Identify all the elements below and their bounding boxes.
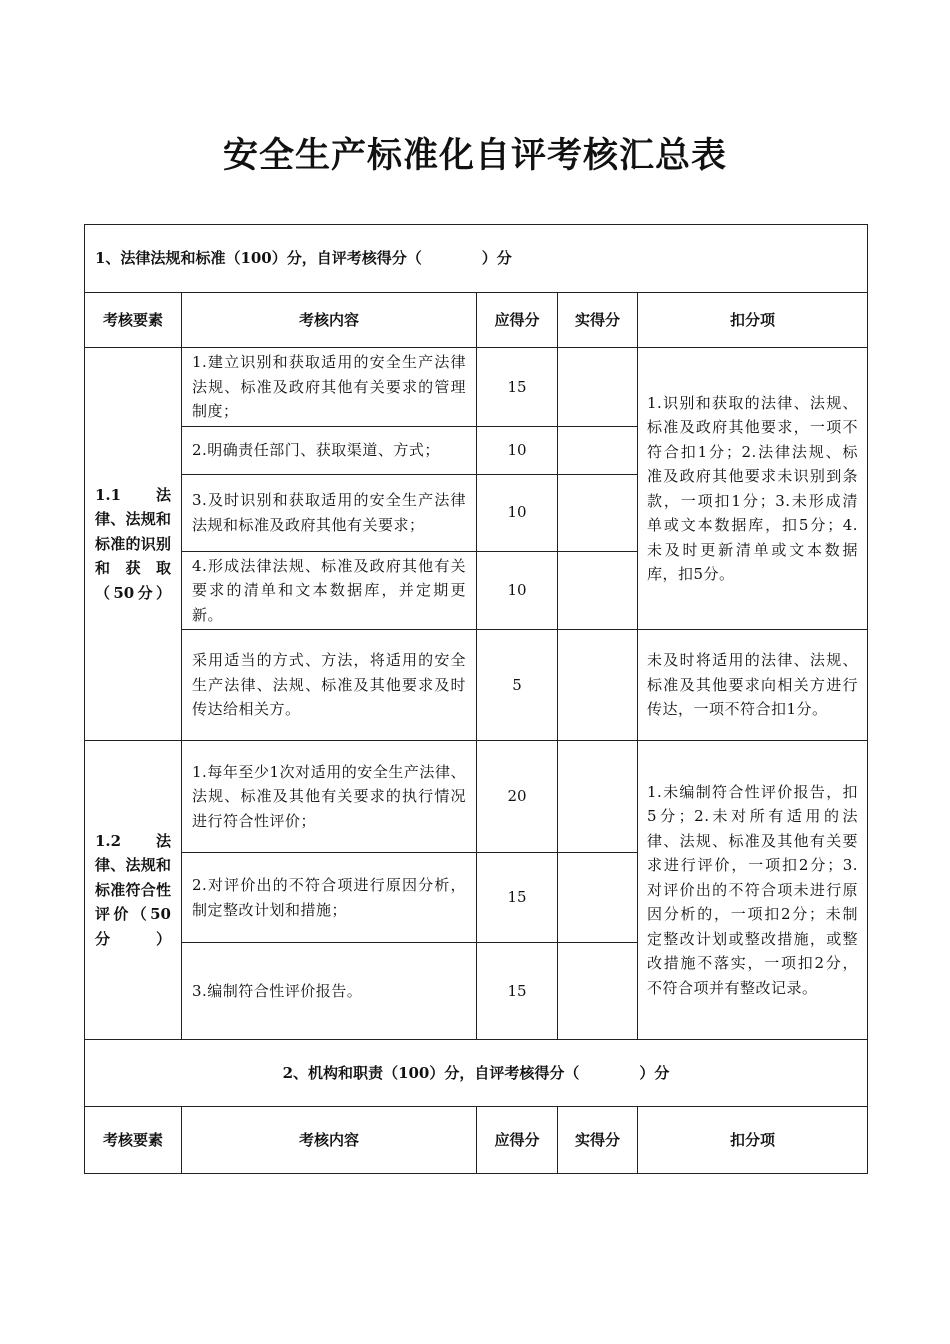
table-row	[85, 630, 868, 741]
actual-score-cell[interactable]	[558, 630, 638, 741]
header-deductions: 扣分项	[638, 1107, 868, 1174]
element-1-2: 1.2 法律、法规和标准符合性评价（50分）	[85, 741, 182, 1040]
header-full-score: 应得分	[477, 293, 558, 348]
deduction-cell: 未及时将适用的法律、法规、标准及其他要求向相关方进行传达，一项不符合扣1分。	[638, 630, 868, 741]
deduction-cell: 1.识别和获取的法律、法规、标准及政府其他要求，一项不符合扣1分；2.法律法规、标准及政府其他要求未识别到条款，一项扣1分；3.未形成清单或文本数据库，扣5分；4.未及时更新清单或文本数据库，扣5分。	[638, 348, 868, 630]
section-2-header-row	[85, 1107, 868, 1174]
full-score-cell: 15	[477, 348, 558, 427]
content-cell: 3.及时识别和获取适用的安全生产法律法规和标准及政府其他有关要求；	[182, 474, 477, 551]
header-element: 考核要素	[85, 293, 182, 348]
full-score-cell: 10	[477, 474, 558, 551]
content-cell: 3.编制符合性评价报告。	[182, 943, 477, 1040]
actual-score-cell[interactable]	[558, 474, 638, 551]
actual-score-cell[interactable]	[558, 348, 638, 427]
actual-score-cell[interactable]	[558, 943, 638, 1040]
full-score-cell: 20	[477, 741, 558, 853]
actual-score-cell[interactable]	[558, 426, 638, 474]
full-score-cell: 5	[477, 630, 558, 741]
section-1-heading: 1、法律法规和标准（100）分，自评考核得分（ ）分	[85, 225, 868, 293]
header-actual-score: 实得分	[558, 293, 638, 348]
element-1-1: 1.1 法律、法规和标准的识别和获取（50分）	[85, 348, 182, 741]
actual-score-cell[interactable]	[558, 741, 638, 853]
actual-score-cell[interactable]	[558, 551, 638, 630]
full-score-cell: 10	[477, 426, 558, 474]
actual-score-cell[interactable]	[558, 853, 638, 943]
content-cell: 1.建立识别和获取适用的安全生产法律法规、标准及政府其他有关要求的管理制度；	[182, 348, 477, 427]
header-deductions: 扣分项	[638, 293, 868, 348]
evaluation-table	[84, 224, 868, 1174]
page-title: 安全生产标准化自评考核汇总表	[222, 135, 727, 176]
content-cell: 4.形成法律法规、标准及政府其他有关要求的清单和文本数据库，并定期更新。	[182, 551, 477, 630]
content-cell: 2.明确责任部门、获取渠道、方式；	[182, 426, 477, 474]
table-row	[85, 741, 868, 853]
section-2-heading: 2、机构和职责（100）分，自评考核得分（ ）分	[85, 1040, 868, 1107]
header-full-score: 应得分	[477, 1107, 558, 1174]
header-content: 考核内容	[182, 293, 477, 348]
section-1-header-row	[85, 293, 868, 348]
content-cell: 2.对评价出的不符合项进行原因分析，制定整改计划和措施；	[182, 853, 477, 943]
full-score-cell: 15	[477, 943, 558, 1040]
full-score-cell: 10	[477, 551, 558, 630]
deduction-cell: 1.未编制符合性评价报告，扣5分；2.未对所有适用的法律、法规、标准及其他有关要求进行评价，一项扣2分；3.对评价出的不符合项未进行原因分析的，一项扣2分；未制定整改计划或整改措施，或整改措施不落实，一项扣2分，不符合项并有整改记录。	[638, 741, 868, 1040]
content-cell: 采用适当的方式、方法，将适用的安全生产法律、法规、标准及其他要求及时传达给相关方。	[182, 630, 477, 741]
header-actual-score: 实得分	[558, 1107, 638, 1174]
table-row	[85, 348, 868, 427]
content-cell: 1.每年至少1次对适用的安全生产法律、法规、标准及其他有关要求的执行情况进行符合性评价；	[182, 741, 477, 853]
header-element: 考核要素	[85, 1107, 182, 1174]
full-score-cell: 15	[477, 853, 558, 943]
header-content: 考核内容	[182, 1107, 477, 1174]
